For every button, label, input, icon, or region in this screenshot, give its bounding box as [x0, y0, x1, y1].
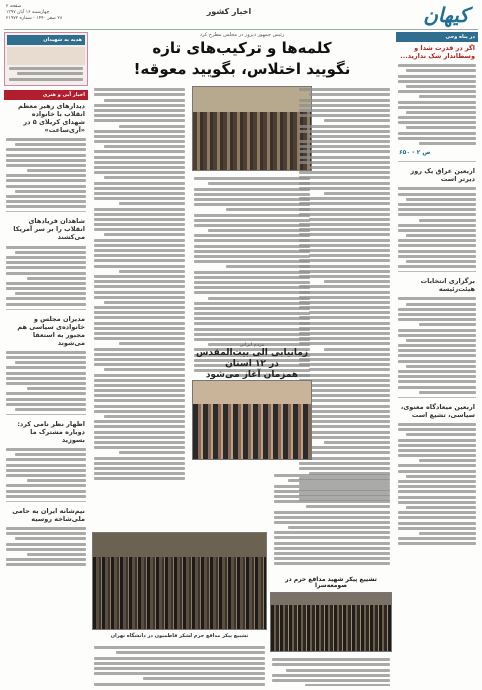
section-title: اخبار کشور	[206, 7, 252, 16]
main-headline-2[interactable]: نگویید اختلاس، بگویید معوقه!	[133, 60, 351, 78]
left-headline-4[interactable]: اظهار نظر نامی کرد: دوباره مشترک ما بسوزید	[17, 419, 85, 444]
left-headline-2[interactable]: شاهدان فریادهای انقلاب را بر سر آمریکا می‌کشند	[13, 217, 85, 242]
mid-article	[192, 342, 312, 381]
right-headline[interactable]: اگر در قدرت شدا و وسطاندار شک ندارید...	[400, 44, 475, 60]
mid-article-right-text	[272, 472, 392, 568]
page-ref: ص ۲ - ۶۵۰	[399, 149, 431, 157]
ad-image	[7, 47, 85, 65]
bottom-article-right	[270, 656, 392, 686]
center-column	[92, 32, 392, 686]
center-article-left	[92, 86, 187, 482]
box-title-revelation: در پناه وحی	[396, 32, 478, 42]
left-column	[4, 32, 88, 686]
bottom-headline[interactable]: تشییع پیکر شهید مدافع حرم در صومعه‌سرا	[285, 576, 377, 589]
main-headline-1[interactable]: کلمه‌ها و ترکیب‌های تازه	[152, 39, 332, 57]
issue-info	[6, 4, 116, 22]
classroom-photo	[192, 380, 312, 460]
newspaper-logo[interactable]: کیهان	[423, 3, 469, 27]
right-headline-2[interactable]: اربعین عراق یک روز دیرتر است	[410, 167, 475, 184]
box-title-news: اخبار آبی و هنری	[4, 90, 88, 100]
issue-date: چهارشنبه ۱۶ آبان ۱۳۹۷	[6, 10, 50, 15]
mid-headline-1[interactable]: زمانیابی الی بیت‌المقدس در ۱۲ استان	[195, 348, 309, 369]
bottom-article-left	[92, 644, 267, 686]
right-column	[396, 32, 478, 686]
funeral-caption: تشییع پیکر مدافع حرم لشکر فاطمیون در دانشگاه تهران	[110, 633, 249, 639]
left-headline-1[interactable]: دیدارهای رهبر معظم انقلاب با خانواده شهدای کربلای ۵ در «آری‌ساعت»	[18, 101, 85, 134]
left-headline-5[interactable]: نیم‌شانه ایران به حامی ملی‌شاخه روسیه	[12, 506, 85, 523]
box-title-gift: هدیه به شهیدان	[7, 35, 85, 45]
right-text-block	[396, 64, 478, 145]
page-number: صفحه ۲	[6, 4, 22, 9]
ad-box	[4, 32, 88, 86]
right-headline-4[interactable]: اربعین میعادگاه معنوی، سیاسی، تشیع است	[400, 402, 475, 419]
right-headline-3[interactable]: برگزاری انتخابات هیئت‌رئیسه	[420, 277, 475, 294]
funeral-photo-tehran	[92, 532, 267, 630]
funeral-photo-someh-sara	[270, 592, 392, 652]
mid-headline-2[interactable]: همزمان آغاز می‌شود	[205, 370, 299, 380]
parliament-photo	[192, 86, 312, 171]
left-headline-3[interactable]: مدیران مجلس و خانواده‌ی سیاسی هم مجبور به استعفا می‌شوند	[17, 314, 85, 347]
mid-kicker: مردم ایرانی	[239, 342, 265, 348]
masthead	[4, 2, 478, 30]
main-kicker: رئیس جمهور دیروز در مجلس مطرح کرد	[199, 32, 285, 38]
issue-number: ۲۸ صفر ۱۴۴۰ - شماره ۲۱۹۷۲	[6, 16, 63, 21]
